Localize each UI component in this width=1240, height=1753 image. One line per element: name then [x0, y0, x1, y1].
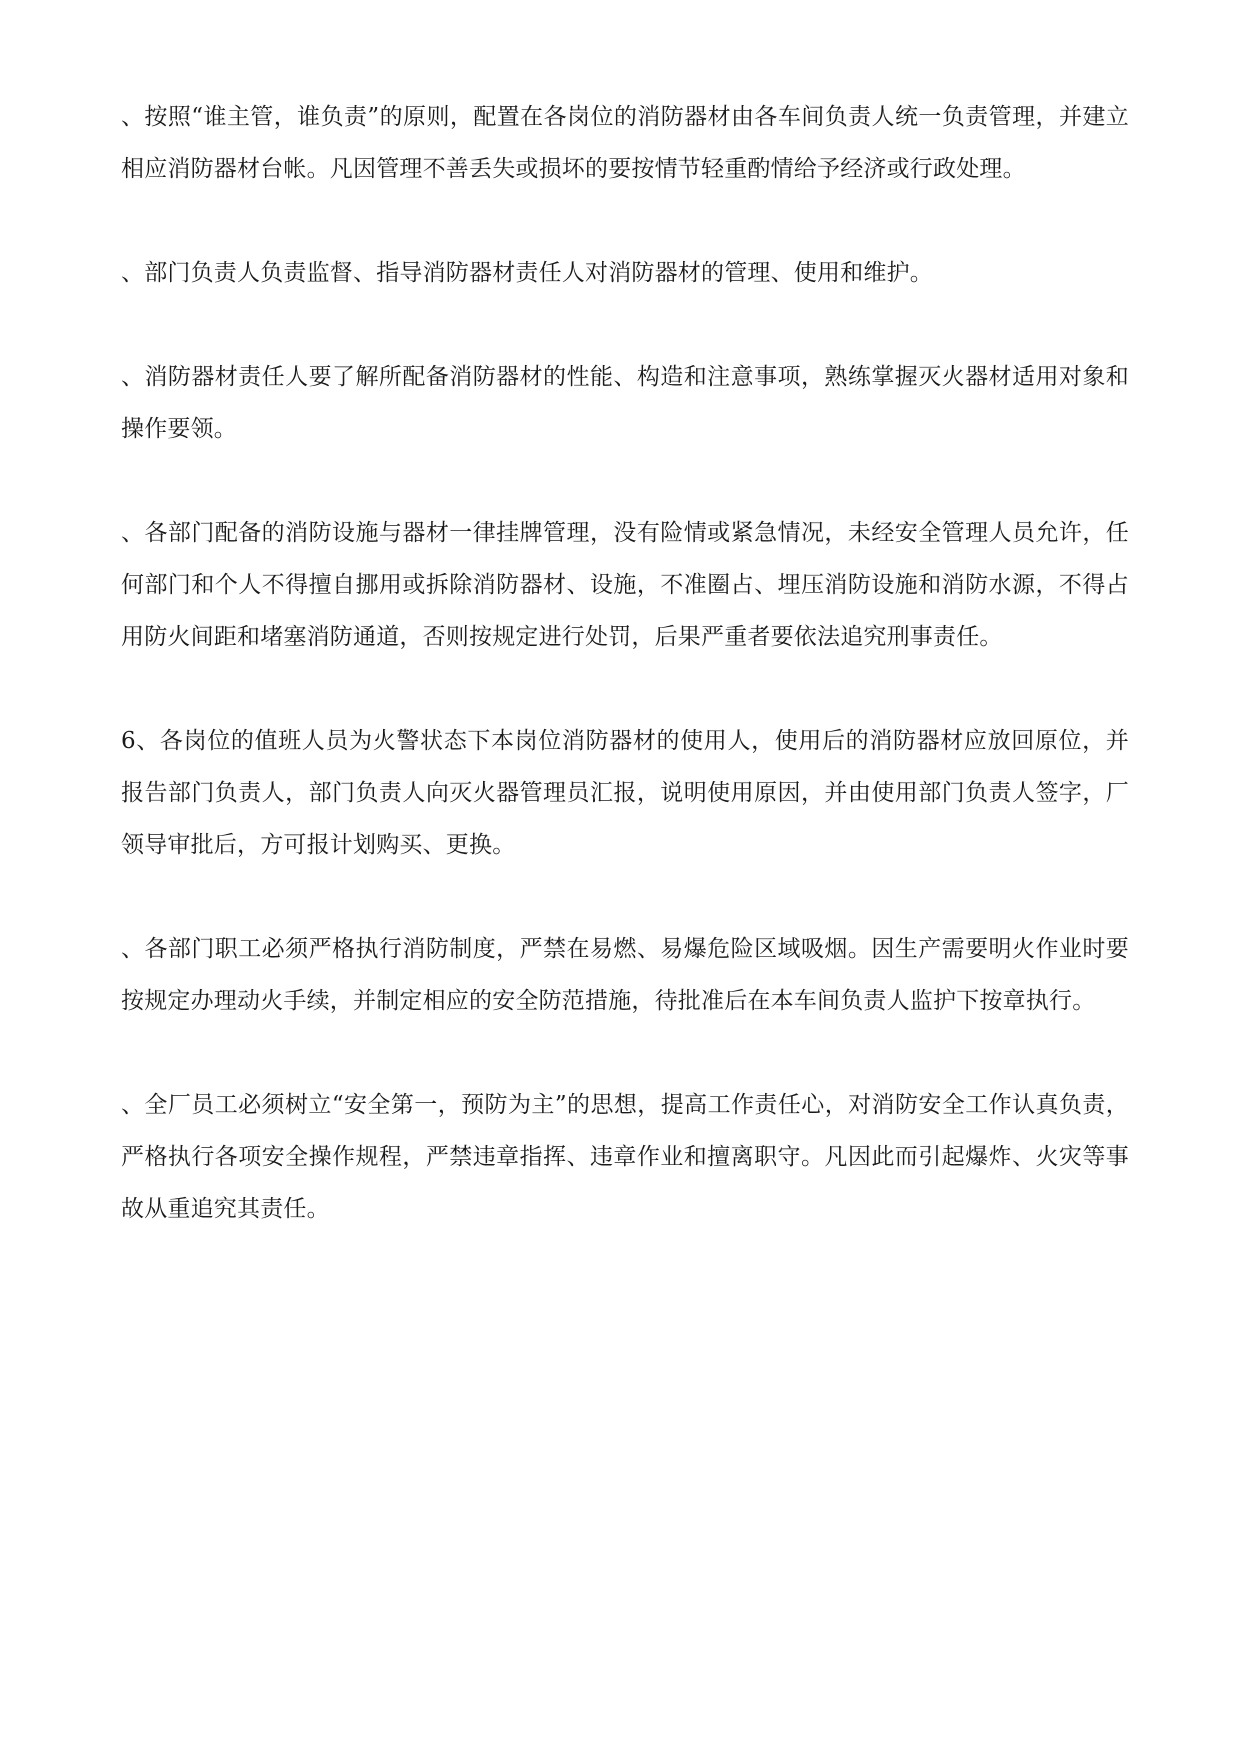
paragraph-department-supervision: 、部门负责人负责监督、指导消防器材责任人对消防器材的管理、使用和维护。	[121, 260, 933, 286]
paragraph-equipment-responsibility: 、按照“谁主管，谁负责”的原则，配置在各岗位的消防器材由各车间负责人统一负责管理，并建立相应消防器材台帐。凡因管理不善丢失或损坏的要按情节轻重酌情给予经济或行政处理。	[121, 104, 1129, 182]
paragraph-duty-personnel: 6、各岗位的值班人员为火警状态下本岗位消防器材的使用人，使用后的消防器材应放回原位，并报告部门负责人，部门负责人向灭火器管理员汇报，说明使用原因，并由使用部门负责人签字，厂领导审批后，方可报计划购买、更换。	[121, 728, 1129, 858]
paragraph-safety-first: 、全厂员工必须树立“安全第一，预防为主”的思想，提高工作责任心，对消防安全工作认真负责，严格执行各项安全操作规程，严禁违章指挥、违章作业和擅离职守。凡因此而引起爆炸、火灾等事故从重追究其责任。	[121, 1092, 1129, 1222]
paragraph-fire-regulations: 、各部门职工必须严格执行消防制度，严禁在易燃、易爆危险区域吸烟。因生产需要明火作业时要按规定办理动火手续，并制定相应的安全防范措施，待批准后在本车间负责人监护下按章执行。	[121, 936, 1129, 1014]
paragraph-equipment-knowledge: 、消防器材责任人要了解所配备消防器材的性能、构造和注意事项，熟练掌握灭火器材适用对象和操作要领。	[121, 364, 1129, 442]
paragraph-tagging-management: 、各部门配备的消防设施与器材一律挂牌管理，没有险情或紧急情况，未经安全管理人员允许，任何部门和个人不得擅自挪用或拆除消防器材、设施，不准圈占、埋压消防设施和消防水源，不得占用防火间距和堵塞消防通道，否则按规定进行处罚，后果严重者要依法追究刑事责任。	[121, 520, 1129, 650]
document-body	[121, 91, 1129, 1235]
